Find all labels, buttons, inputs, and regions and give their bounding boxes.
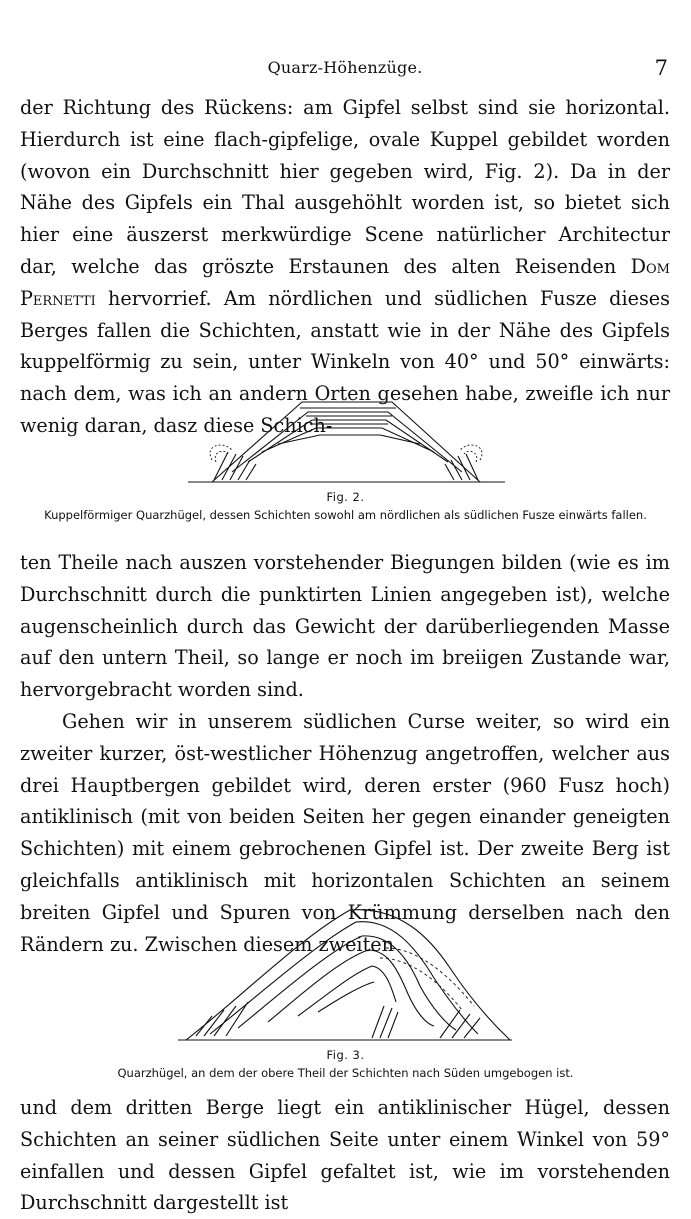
paragraph-1-end: hervorrief. Am nördlichen und südlichen Fusze dieses Berges fallen die Schichten, anstatt wie in der Nähe des Gipfels kuppelförmig zu sein, unter Winkeln von 40° und 50° einwärts: nach dem, was ich an andern Orten gesehen habe, zweifle ich nur wenig daran, dasz diese Schich- [20,286,670,437]
figure-3-caption [40,1046,651,1082]
page-header [20,58,670,84]
page-number: 7 [654,56,668,80]
figure-2-label: Fig. 2. [326,490,365,504]
figure-2 [0,390,691,540]
figure-3-caption-text: Quarzhügel, an dem der obere Theil der Schichten nach Süden umgebogen ist. [117,1066,574,1080]
paragraph-2: ten Theile nach auszen vorstehender Biegungen bilden (wie es im Durchschnitt durch die punktirten Linien angegeben ist), welche augenscheinlich durch das Gewicht der darüberliegenden Masse auf den untern Theil, so lange er noch im breiigen Zustande war, hervorgebracht worden sind. [20,551,670,702]
figure-3 [0,898,691,1088]
figure-3-label: Fig. 3. [326,1048,365,1062]
person-name: Dom Pernetti [20,254,670,310]
figure-3-illustration [0,898,691,1048]
paragraph-4: und dem dritten Berge liegt ein antiklinischer Hügel, dessen Schichten an seiner südlichen Seite unter einem Winkel von 59° einfallen und dessen Gipfel gefaltet ist, wie im vorstehenden Durchschnitt dargestellt ist [20,1096,670,1215]
running-title: Quarz-Höhenzüge. [267,58,423,77]
figure-2-caption [40,488,651,524]
paragraph-3: Gehen wir in unserem südlichen Curse weiter, so wird ein zweiter kurzer, öst-westlicher Höhenzug angetroffen, welcher aus drei Hauptbergen gebildet wird, deren erster (960 Fusz hoch) antiklinisch (mit von beiden Seiten her gegen einander geneigten Schichten) mit einem gebrochenen Gipfel ist. Der zweite Berg ist gleichfalls antiklinisch mit horizontalen Schichten an seinem breiten Gipfel und Spuren von Krümmung derselben nach den Rändern zu. Zwischen diesem zweiten [20,710,670,956]
figure-2-caption-text: Kuppelförmiger Quarzhügel, dessen Schichten sowohl am nördlichen als südlichen Fusze einwärts fallen. [44,508,647,522]
paragraph-1-text: der Richtung des Rückens: am Gipfel selbst sind sie horizontal. Hierdurch ist eine flach-gipfelige, ovale Kuppel gebildet worden (wovon ein Durchschnitt hier gegeben wird, Fig. 2). Da in der Nähe des Gipfels ein Thal ausgehöhlt worden ist, so bietet sich hier eine äuszerst merkwürdige Scene natürlicher Architectur dar, welche das gröszte Erstaunen des alten Reisenden [20,96,670,278]
figure-2-illustration [0,390,691,490]
